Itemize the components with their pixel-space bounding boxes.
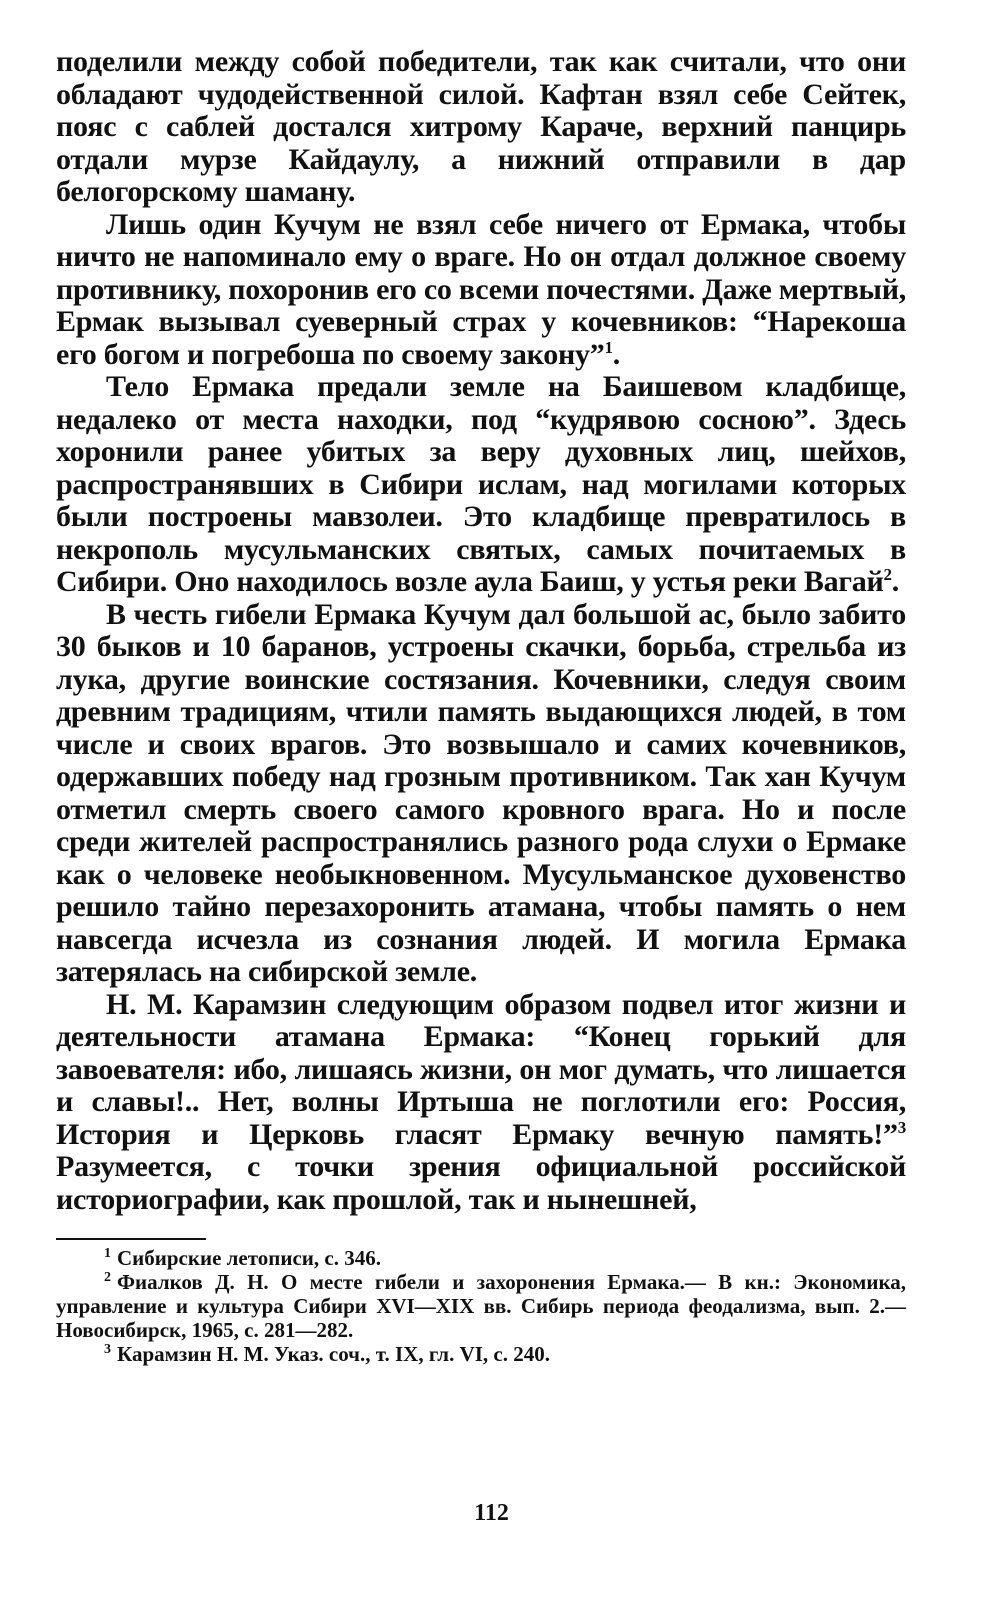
footnote-divider: [56, 1238, 206, 1240]
paragraph-3-text: Тело Ермака предали земле на Баишевом кладбище, недалеко от места находки, под “кудрявою сосною”. Здесь хоронили ранее убитых за веру духовных лиц, шейхов, распространявших в Сибири ислам, над могилами которых были построены мавзолеи. Это кладбище превратилось в некрополь мусульманских святых, самых почитаемых в Сибири. Оно находилось возле аула Баиш, у устья реки Вагай: [56, 370, 906, 598]
paragraph-4: [56, 599, 906, 989]
footnote-ref-1[interactable]: 1: [604, 337, 613, 357]
paragraph-5-tail: Разумеется, с точки зрения официальной российской историографии, как прошлой, так и нынешней,: [56, 1150, 906, 1216]
paragraph-1: [56, 46, 906, 209]
footnote-3: [56, 1342, 906, 1366]
paragraph-2-tail: .: [612, 337, 620, 371]
paragraph-2: [56, 209, 906, 372]
footnote-1-text: Сибирские летописи, с. 346.: [117, 1246, 381, 1270]
paragraph-5-text: Н. М. Карамзин следующим образом подвел итог жизни и деятельности атамана Ермака: “Конец горький для завоевателя: ибо, лишаясь жизни, он мог думать, что лишается и славы!.. Нет, волны Иртыша не поглотили его: Россия, История и Церковь гласят Ермаку вечную память!”: [56, 987, 906, 1151]
footnote-ref-2[interactable]: 2: [883, 565, 892, 584]
paragraph-3-tail: .: [891, 565, 899, 598]
footnote-2: [56, 1270, 906, 1342]
page-number: 112: [474, 1500, 509, 1526]
paragraph-3: [56, 371, 906, 599]
page-body: [56, 46, 906, 1366]
footnote-1-mark: 1: [104, 1246, 111, 1261]
footnote-3-mark: 3: [104, 1342, 111, 1357]
footnote-ref-3[interactable]: 3: [897, 1117, 906, 1137]
paragraph-2-text: Лишь один Кучум не взял себе ничего от Ермака, чтобы ничто не напоминало ему о враге. Но он отдал должное своему противнику, похоронив его со всеми почестями. Даже мертвый, Ермак вызывал суеверный страх у кочевников: “Нарекоша его богом и погребоша по своему закону”: [56, 207, 906, 371]
paragraph-1-text: поделили между собой победители, так как считали, что они обладают чудодейственной силой. Кафтан взял себе Сейтек, пояс с саблей достался хитрому Караче, верхний панцирь отдали мурзе Кайдаулу, а нижний отправили в дар белогорскому шаману.: [56, 45, 906, 208]
footnote-3-text: Карамзин Н. М. Указ. соч., т. IX, гл. VI, с. 240.: [117, 1342, 550, 1366]
footnote-2-text: Фиалков Д. Н. О месте гибели и захоронения Ермака.— В кн.: Экономика, управление и культура Сибири XVI—XIX вв. Сибирь периода феодализма, вып. 2.— Новосибирск, 1965, с. 281—282.: [56, 1270, 906, 1342]
paragraph-4-text: В честь гибели Ермака Кучум дал большой ас, было забито 30 быков и 10 баранов, устроены скачки, борьба, стрельба из лука, другие воинские состязания. Кочевники, следуя своим древним традициям, чтили память выдающихся людей, в том числе и своих врагов. Это возвышало и самих кочевников, одержавших победу над грозным противником. Так хан Кучум отметил смерть своего самого кровного врага. Но и после среди жителей распространялись разного рода слухи о Ермаке как о человеке необыкновенном. Мусульманское духовенство решило тайно перезахоронить атамана, чтобы память о нем навсегда исчезла из сознания людей. И могила Ермака затерялась на сибирской земле.: [56, 597, 906, 988]
paragraph-5: [56, 989, 906, 1217]
footnote-2-mark: 2: [104, 1270, 111, 1285]
footnote-1: [56, 1246, 906, 1270]
